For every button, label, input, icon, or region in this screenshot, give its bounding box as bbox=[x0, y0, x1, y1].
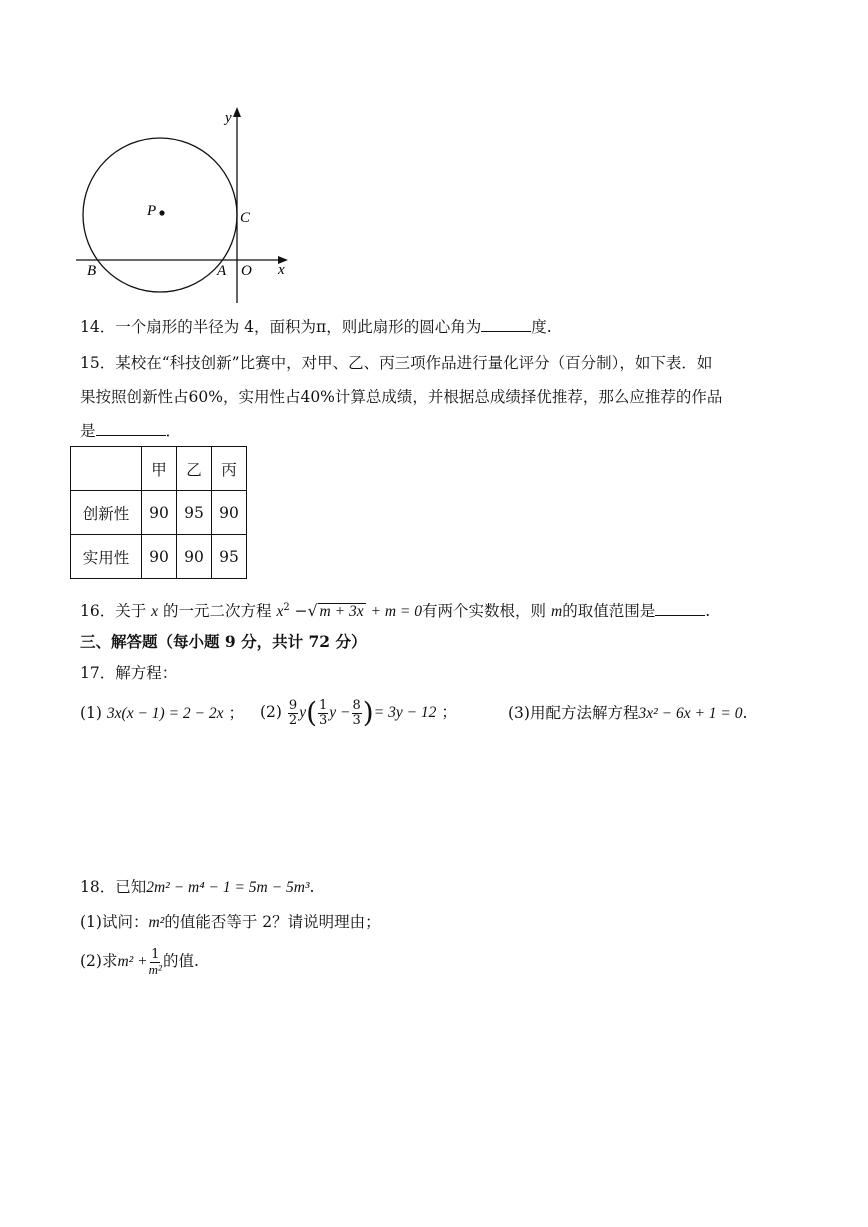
q17-p3-end: . bbox=[742, 704, 748, 722]
q17-p2-y: y bbox=[299, 704, 307, 721]
fraction-8-3 bbox=[352, 699, 362, 728]
label-b: B bbox=[87, 263, 97, 279]
sqrt-icon: √ bbox=[307, 602, 318, 621]
question-14 bbox=[80, 316, 552, 338]
fraction-1-m2 bbox=[149, 948, 162, 977]
q17-p1-sep: ； bbox=[228, 704, 244, 722]
answer-blank-14[interactable] bbox=[481, 317, 531, 332]
table-cell: 95 bbox=[177, 491, 212, 535]
table-row bbox=[71, 491, 247, 535]
q16-eq-minus: − bbox=[294, 602, 308, 621]
question-15-prefix: 是 bbox=[80, 422, 96, 440]
q16-var-x: x bbox=[151, 603, 159, 621]
q16-eq-tail: + m = 0 bbox=[370, 603, 423, 621]
table-row bbox=[71, 535, 247, 579]
frac-den: 3 bbox=[319, 712, 328, 728]
table-header-cell: 甲 bbox=[142, 447, 177, 491]
q17-p1-equation: 3x(x − 1) = 2 − 2x bbox=[106, 705, 224, 722]
q18-p1-var: m² bbox=[148, 914, 165, 931]
q16-eq-sup: 2 bbox=[283, 602, 290, 613]
frac-num: 8 bbox=[352, 697, 361, 713]
label-x: x bbox=[278, 262, 285, 278]
q18-end: . bbox=[309, 878, 315, 896]
q17-p2-rhs: = 3y − 12 bbox=[373, 704, 437, 721]
question-15-suffix: ． bbox=[165, 422, 182, 440]
q18-equation: 2m² − m⁴ − 1 = 5m − 5m³ bbox=[146, 879, 310, 896]
left-paren-icon: ( bbox=[306, 696, 318, 729]
table-cell: 90 bbox=[142, 535, 177, 579]
label-y: y bbox=[225, 110, 232, 126]
table-header-row bbox=[71, 447, 247, 491]
question-14-suffix: 度. bbox=[531, 318, 552, 336]
frac-den: 2 bbox=[288, 712, 298, 728]
table-header-cell: 乙 bbox=[177, 447, 212, 491]
q18-part1 bbox=[80, 911, 381, 934]
q18-p2-rest: 的值. bbox=[162, 952, 199, 970]
q17-p2-y2: y − bbox=[329, 704, 351, 721]
geometry-figure bbox=[74, 105, 304, 305]
q16-period: . bbox=[705, 602, 711, 621]
frac-den: m² bbox=[148, 961, 162, 977]
frac-den: 3 bbox=[352, 712, 361, 728]
table-row-label: 实用性 bbox=[71, 535, 142, 579]
q18-p2-expr: m² + bbox=[117, 953, 148, 970]
question-15-line2: 果按照创新性占60%，实用性占40%计算总成绩，并根据总成绩择优推荐，那么应推荐的作品 bbox=[80, 388, 723, 406]
q17-part2 bbox=[260, 692, 457, 733]
section-3-title: 三、解答题（每小题 9 分，共计 72 分） bbox=[80, 632, 367, 651]
table-cell: 90 bbox=[177, 535, 212, 579]
q18-prefix: 18．已知 bbox=[80, 878, 147, 896]
frac-num: 1 bbox=[319, 697, 328, 713]
frac-num: 1 bbox=[151, 946, 160, 962]
label-o: O bbox=[241, 263, 252, 279]
frac-num: 9 bbox=[288, 697, 298, 713]
question-15-line3 bbox=[80, 420, 181, 442]
q16-mid: 的一元二次方程 bbox=[163, 602, 272, 621]
table-cell: 95 bbox=[212, 535, 247, 579]
q18-p2-prefix: (2)求 bbox=[80, 952, 118, 970]
fraction-9-2 bbox=[288, 699, 298, 728]
q16-after: 有两个实数根，则 bbox=[422, 602, 547, 621]
question-17-title: 17．解方程： bbox=[80, 664, 178, 682]
answer-blank-15[interactable] bbox=[96, 421, 166, 436]
table-header-cell bbox=[71, 447, 142, 491]
table-cell: 90 bbox=[212, 491, 247, 535]
answer-blank-16[interactable] bbox=[655, 601, 705, 616]
label-p: P bbox=[147, 203, 157, 219]
q16-eq-root: m + 3x bbox=[319, 603, 364, 621]
q17-p1-label: (1) bbox=[80, 704, 102, 722]
fraction-1-3 bbox=[318, 699, 328, 728]
y-axis-arrow bbox=[233, 107, 241, 117]
q16-eq-x: x bbox=[276, 603, 284, 621]
q18-p1-prefix: (1)试问： bbox=[80, 913, 149, 931]
table-header-cell: 丙 bbox=[212, 447, 247, 491]
right-paren-icon: ) bbox=[362, 696, 374, 729]
label-a: A bbox=[217, 263, 227, 279]
score-table bbox=[70, 446, 247, 579]
q17-part3 bbox=[508, 702, 747, 725]
q17-p3-equation: 3x² − 6x + 1 = 0 bbox=[638, 705, 743, 722]
q16-end: 的取值范围是 bbox=[562, 602, 656, 621]
label-c: C bbox=[240, 210, 251, 226]
question-18-title bbox=[80, 876, 314, 899]
q17-p3-label: (3)用配方法解方程 bbox=[508, 704, 639, 722]
q17-p2-label: (2) bbox=[260, 703, 282, 721]
table-row-label: 创新性 bbox=[71, 491, 142, 535]
q18-p1-rest: 的值能否等于 2？请说明理由； bbox=[164, 913, 381, 931]
q16-prefix: 16．关于 bbox=[80, 602, 147, 621]
q17-p2-sep: ； bbox=[441, 703, 457, 721]
question-15-line1: 15．某校在“科技创新”比赛中，对甲、乙、丙三项作品进行量化评分（百分制），如下表．如 bbox=[80, 354, 713, 372]
q16-var-m: m bbox=[550, 603, 563, 621]
circle-p bbox=[83, 138, 237, 292]
q18-part2 bbox=[80, 944, 199, 979]
question-16 bbox=[80, 597, 710, 623]
q17-part1 bbox=[80, 702, 244, 725]
point-p bbox=[159, 210, 164, 215]
table-cell: 90 bbox=[142, 491, 177, 535]
question-14-text: 14．一个扇形的半径为 4，面积为π，则此扇形的圆心角为 bbox=[80, 318, 482, 336]
